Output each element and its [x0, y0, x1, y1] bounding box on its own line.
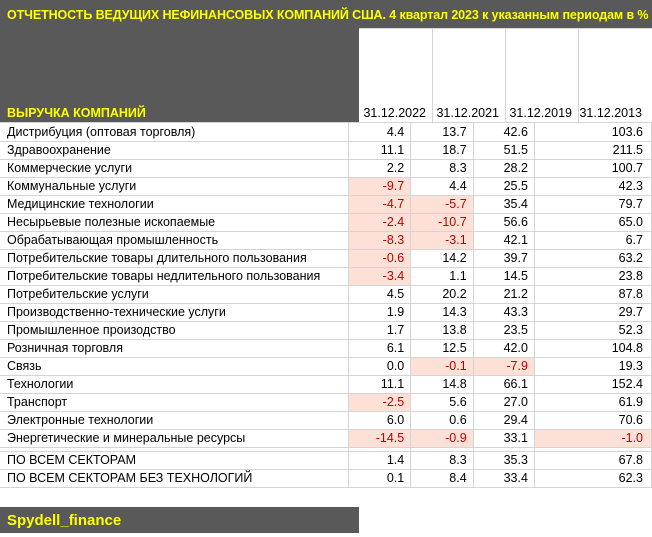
value-cell: 6.7 [534, 231, 651, 249]
value-cell: 29.7 [534, 303, 651, 321]
sector-name: Здравоохранение [0, 141, 348, 159]
column-header-2021: 31.12.2021 [436, 106, 499, 120]
value-cell: 11.1 [348, 141, 410, 159]
table-row [0, 159, 652, 177]
sector-name: Связь [0, 357, 348, 375]
value-cell: 33.4 [473, 469, 534, 487]
table-row [0, 123, 652, 141]
grid-line [432, 28, 433, 123]
value-cell: 42.3 [534, 177, 651, 195]
title-bar [0, 0, 652, 29]
sector-name: Коммунальные услуги [0, 177, 348, 195]
value-cell: -3.1 [411, 231, 473, 249]
sector-name: Обрабатывающая промышленность [0, 231, 348, 249]
value-cell: 52.3 [534, 321, 651, 339]
value-cell: 19.3 [534, 357, 651, 375]
value-cell: 65.0 [534, 213, 651, 231]
sector-name: Потребительские услуги [0, 285, 348, 303]
value-cell: -8.3 [348, 231, 410, 249]
value-cell: 12.5 [411, 339, 473, 357]
value-cell: 103.6 [534, 123, 651, 141]
table-row [0, 339, 652, 357]
value-cell: -0.1 [411, 357, 473, 375]
value-cell: 62.3 [534, 469, 651, 487]
value-cell: 14.2 [411, 249, 473, 267]
value-cell: 29.4 [473, 411, 534, 429]
value-cell: -14.5 [348, 429, 410, 447]
value-cell: 70.6 [534, 411, 651, 429]
value-cell: 23.8 [534, 267, 651, 285]
grid-line [578, 28, 579, 123]
value-cell: 8.4 [411, 469, 473, 487]
value-cell: -0.6 [348, 249, 410, 267]
table-row [0, 429, 652, 447]
value-cell: 79.7 [534, 195, 651, 213]
value-cell: 35.3 [473, 451, 534, 469]
value-cell: 8.3 [411, 159, 473, 177]
table-row [0, 285, 652, 303]
value-cell: 6.0 [348, 411, 410, 429]
section-label: ВЫРУЧКА КОМПАНИЙ [7, 106, 146, 120]
footer-bar [0, 507, 359, 533]
sector-name: Технологии [0, 375, 348, 393]
column-header-2019: 31.12.2019 [509, 106, 572, 120]
sector-name: Медицинские технологии [0, 195, 348, 213]
value-cell: 8.3 [411, 451, 473, 469]
value-cell: 28.2 [473, 159, 534, 177]
value-cell: 51.5 [473, 141, 534, 159]
table-row [0, 177, 652, 195]
value-cell: 87.8 [534, 285, 651, 303]
value-cell: 100.7 [534, 159, 651, 177]
value-cell: 104.8 [534, 339, 651, 357]
value-cell: 61.9 [534, 393, 651, 411]
footer-brand: Spydell_finance [7, 512, 122, 529]
total-row [0, 451, 652, 469]
value-cell: 4.4 [348, 123, 410, 141]
value-cell: 11.1 [348, 375, 410, 393]
value-cell: 20.2 [411, 285, 473, 303]
value-cell: 39.7 [473, 249, 534, 267]
value-cell: 1.1 [411, 267, 473, 285]
value-cell: -2.4 [348, 213, 410, 231]
sector-name: Промышленное произодство [0, 321, 348, 339]
value-cell: -3.4 [348, 267, 410, 285]
sector-name: Розничная торговля [0, 339, 348, 357]
value-cell: 43.3 [473, 303, 534, 321]
value-cell: 1.9 [348, 303, 410, 321]
value-cell: 63.2 [534, 249, 651, 267]
sector-name: Потребительские товары недлительного пользования [0, 267, 348, 285]
value-cell: -7.9 [473, 357, 534, 375]
table-row [0, 195, 652, 213]
value-cell: 5.6 [411, 393, 473, 411]
table-row [0, 249, 652, 267]
value-cell: 18.7 [411, 141, 473, 159]
value-cell: 14.5 [473, 267, 534, 285]
value-cell: 211.5 [534, 141, 651, 159]
value-cell: 14.3 [411, 303, 473, 321]
table-row [0, 303, 652, 321]
table-row [0, 393, 652, 411]
table-row [0, 267, 652, 285]
value-cell: -1.0 [534, 429, 651, 447]
value-cell: 13.7 [411, 123, 473, 141]
value-cell: 0.6 [411, 411, 473, 429]
sector-name: Производственно-технические услуги [0, 303, 348, 321]
sector-name: Электронные технологии [0, 411, 348, 429]
sector-name: ПО ВСЕМ СЕКТОРАМ [0, 451, 348, 469]
sector-name: Дистрибуция (оптовая торговля) [0, 123, 348, 141]
sector-name: ПО ВСЕМ СЕКТОРАМ БЕЗ ТЕХНОЛОГИЙ [0, 469, 348, 487]
value-cell: 33.1 [473, 429, 534, 447]
value-cell: -4.7 [348, 195, 410, 213]
value-cell: 152.4 [534, 375, 651, 393]
value-cell: 66.1 [473, 375, 534, 393]
value-cell: 42.6 [473, 123, 534, 141]
table-row [0, 141, 652, 159]
value-cell: 21.2 [473, 285, 534, 303]
value-cell: 14.8 [411, 375, 473, 393]
value-cell: 1.7 [348, 321, 410, 339]
value-cell: 13.8 [411, 321, 473, 339]
sector-name: Транспорт [0, 393, 348, 411]
revenue-table [0, 123, 652, 488]
value-cell: 56.6 [473, 213, 534, 231]
value-cell: 6.1 [348, 339, 410, 357]
value-cell: 67.8 [534, 451, 651, 469]
value-cell: -0.9 [411, 429, 473, 447]
table-row [0, 213, 652, 231]
sector-name: Коммерческие услуги [0, 159, 348, 177]
value-cell: 23.5 [473, 321, 534, 339]
value-cell: 42.0 [473, 339, 534, 357]
value-cell: 0.1 [348, 469, 410, 487]
value-cell: 1.4 [348, 451, 410, 469]
value-cell: 27.0 [473, 393, 534, 411]
total-row [0, 469, 652, 487]
value-cell: 2.2 [348, 159, 410, 177]
column-header-2013: 31.12.2013 [579, 106, 642, 120]
table-title: ОТЧЕТНОСТЬ ВЕДУЩИХ НЕФИНАНСОВЫХ КОМПАНИЙ США. 4 квартал 2023 к указанным периодам в % [7, 8, 649, 22]
value-cell: 0.0 [348, 357, 410, 375]
table-row [0, 321, 652, 339]
column-header-2022: 31.12.2022 [363, 106, 426, 120]
value-cell: -10.7 [411, 213, 473, 231]
value-cell: 35.4 [473, 195, 534, 213]
sector-name: Несырьевые полезные ископаемые [0, 213, 348, 231]
table-row [0, 357, 652, 375]
grid-line [505, 28, 506, 123]
value-cell: -5.7 [411, 195, 473, 213]
table-row [0, 231, 652, 249]
value-cell: -2.5 [348, 393, 410, 411]
value-cell: 4.4 [411, 177, 473, 195]
sector-name: Потребительские товары длительного пользования [0, 249, 348, 267]
value-cell: 25.5 [473, 177, 534, 195]
value-cell: -9.7 [348, 177, 410, 195]
table-row [0, 375, 652, 393]
value-cell: 42.1 [473, 231, 534, 249]
table-row [0, 411, 652, 429]
value-cell: 4.5 [348, 285, 410, 303]
sector-name: Энергетические и минеральные ресурсы [0, 429, 348, 447]
